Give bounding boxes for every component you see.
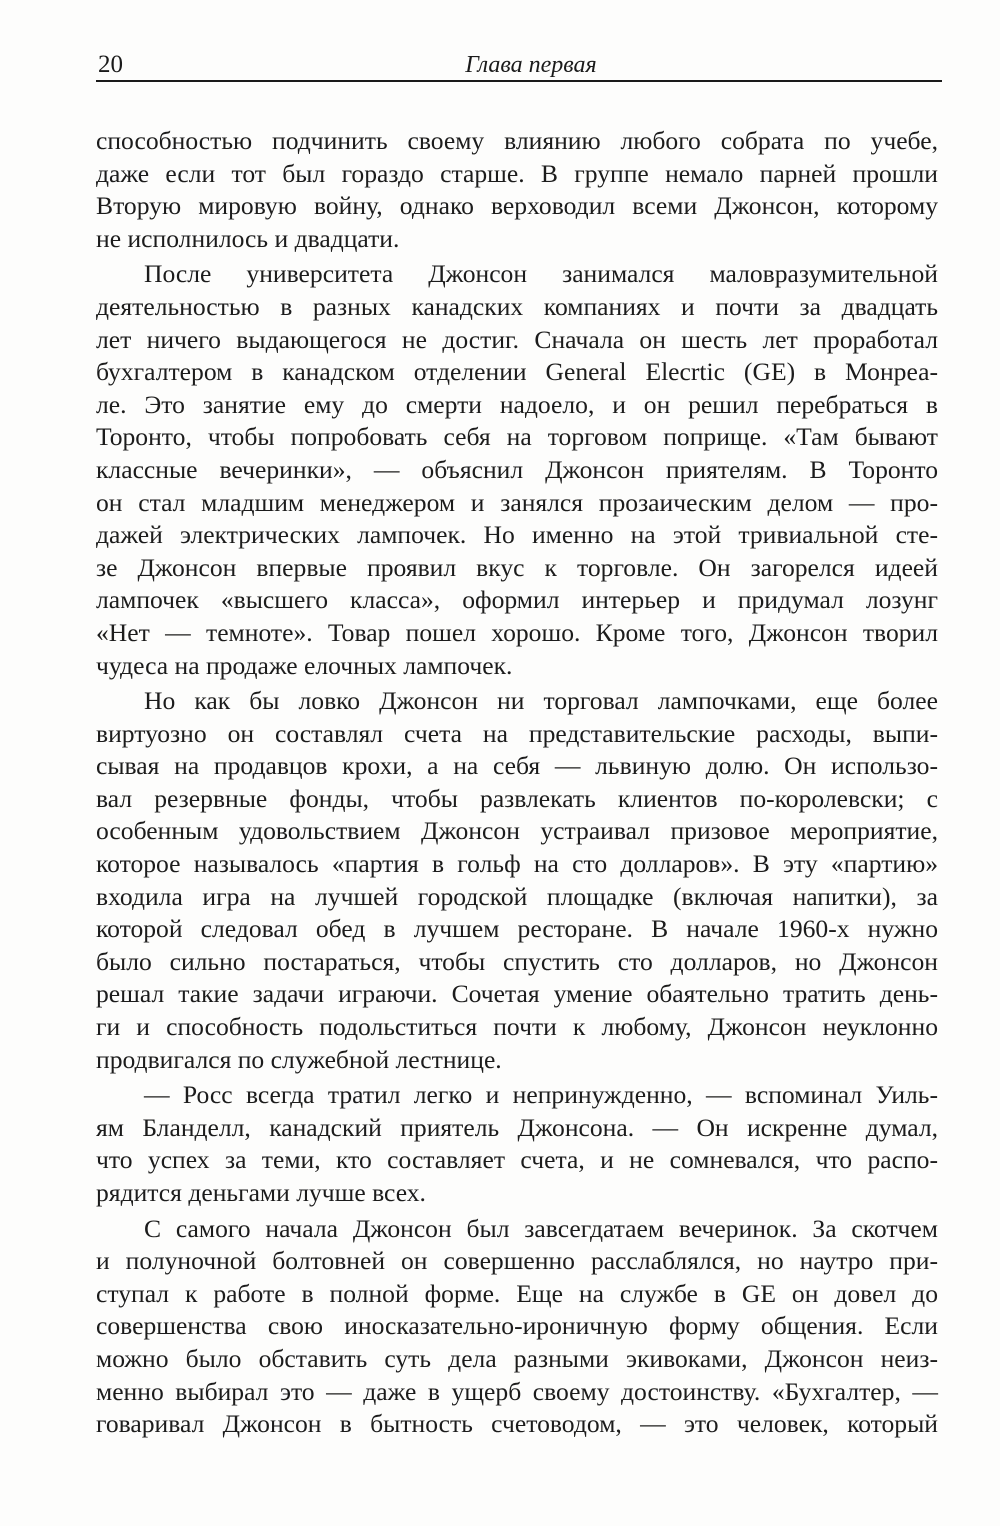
- text-line: ям Бланделл, канадский приятель Джонсона. — Он искренне думал,: [96, 1112, 938, 1142]
- text-line: вал резервные фонды, чтобы развлекать клиентов по-королевски; с: [96, 783, 938, 813]
- paragraph: [96, 258, 938, 682]
- text-line: Вторую мировую войну, однако верховодил всеми Джонсон, которому: [96, 191, 938, 221]
- text-line: Но как бы ловко Джонсон ни торговал лампочками, еще более: [144, 686, 938, 716]
- body-text: [96, 125, 938, 1441]
- text-line: что успех за теми, кто составляет счета, и не сомневался, что распо-: [96, 1145, 938, 1175]
- text-line: зе Джонсон впервые проявил вкус к торговле. Он загорелся идеей: [96, 552, 938, 582]
- text-line: «Нет — темноте». Товар пошел хорошо. Кроме того, Джонсон творил: [96, 617, 938, 647]
- running-header: [96, 50, 942, 82]
- text-line: входила игра на лучшей городской площадке (включая напитки), за: [96, 881, 938, 911]
- text-line: он стал младшим менеджером и занялся прозаическим делом — про-: [96, 487, 938, 517]
- text-line: дажей электрических лампочек. Но именно на этой тривиальной сте-: [96, 520, 938, 550]
- text-line: продвигался по служебной лестнице.: [96, 1044, 502, 1074]
- text-line: После университета Джонсон занимался маловразумительной: [144, 259, 938, 289]
- text-line: С самого начала Джонсон был завсегдатаем вечеринок. За скотчем: [144, 1213, 938, 1243]
- paragraph: [96, 1213, 938, 1441]
- text-line: было сильно постараться, чтобы спустить сто долларов, но Джонсон: [96, 946, 938, 976]
- text-line: ступал к работе в полной форме. Еще на службе в GE он довел до: [96, 1278, 938, 1308]
- text-line: менно выбирал это — даже в ущерб своему достоинству. «Бухгалтер, —: [96, 1376, 938, 1406]
- paragraph: [96, 685, 938, 1076]
- text-line: которое называлось «партия в гольф на сто долларов». В эту «партию»: [96, 849, 938, 879]
- text-line: совершенства свою иносказательно-ироничную форму общения. Если: [96, 1311, 938, 1341]
- text-line: — Росс всегда тратил легко и непринужденно, — вспоминал Уиль-: [144, 1080, 938, 1110]
- page-number: 20: [98, 51, 123, 78]
- text-line: рядится деньгами лучше всех.: [96, 1178, 426, 1207]
- chapter-title: Глава первая: [465, 52, 597, 78]
- text-line: особенным удовольствием Джонсон устраивал призовое мероприятие,: [96, 816, 938, 846]
- text-line: сывая на продавцов крохи, а на себя — львиную долю. Он использо-: [96, 751, 938, 781]
- text-line: Торонто, чтобы попробовать себя на торговом поприще. «Там бывают: [96, 422, 938, 452]
- text-line: виртуозно он составлял счета на представительские расходы, выпи-: [96, 718, 938, 748]
- paragraph: [96, 125, 938, 255]
- text-line: деятельностью в разных канадских компаниях и почти за двадцать: [96, 291, 938, 321]
- text-line: чудеса на продаже елочных лампочек.: [96, 650, 513, 680]
- text-line: лампочек «высшего класса», оформил интерьер и придумал лозунг: [96, 585, 938, 615]
- paragraph: [96, 1079, 938, 1209]
- text-line: которой следовал обед в лучшем ресторане. В начале 1960-х нужно: [96, 914, 938, 944]
- text-line: бухгалтером в канадском отделении General Elecrtic (GE) в Монреа-: [96, 357, 938, 387]
- text-line: классные вечеринки», — объяснил Джонсон приятелям. В Торонто: [96, 454, 938, 484]
- text-line: не исполнилось и двадцати.: [96, 223, 400, 253]
- text-line: лет ничего выдающегося не достиг. Сначала он шесть лет проработал: [96, 324, 938, 354]
- text-line: способностью подчинить своему влиянию любого собрата по учебе,: [96, 126, 938, 155]
- text-line: ле. Это занятие ему до смерти надоело, и он решил перебраться в: [96, 389, 938, 419]
- text-line: ги и способность подольститься почти к любому, Джонсон неуклонно: [96, 1012, 938, 1042]
- text-line: можно было обставить суть дела разными экивоками, Джонсон неиз-: [96, 1343, 938, 1373]
- text-line: даже если тот был гораздо старше. В группе немало парней прошли: [96, 158, 938, 188]
- text-line: решал такие задачи играючи. Сочетая умение обаятельно тратить день-: [96, 979, 938, 1009]
- text-line: говаривал Джонсон в бытность счетоводом, — это человек, который: [96, 1409, 938, 1439]
- text-line: и полуночной болтовней он совершенно расслаблялся, но наутро при-: [96, 1246, 938, 1276]
